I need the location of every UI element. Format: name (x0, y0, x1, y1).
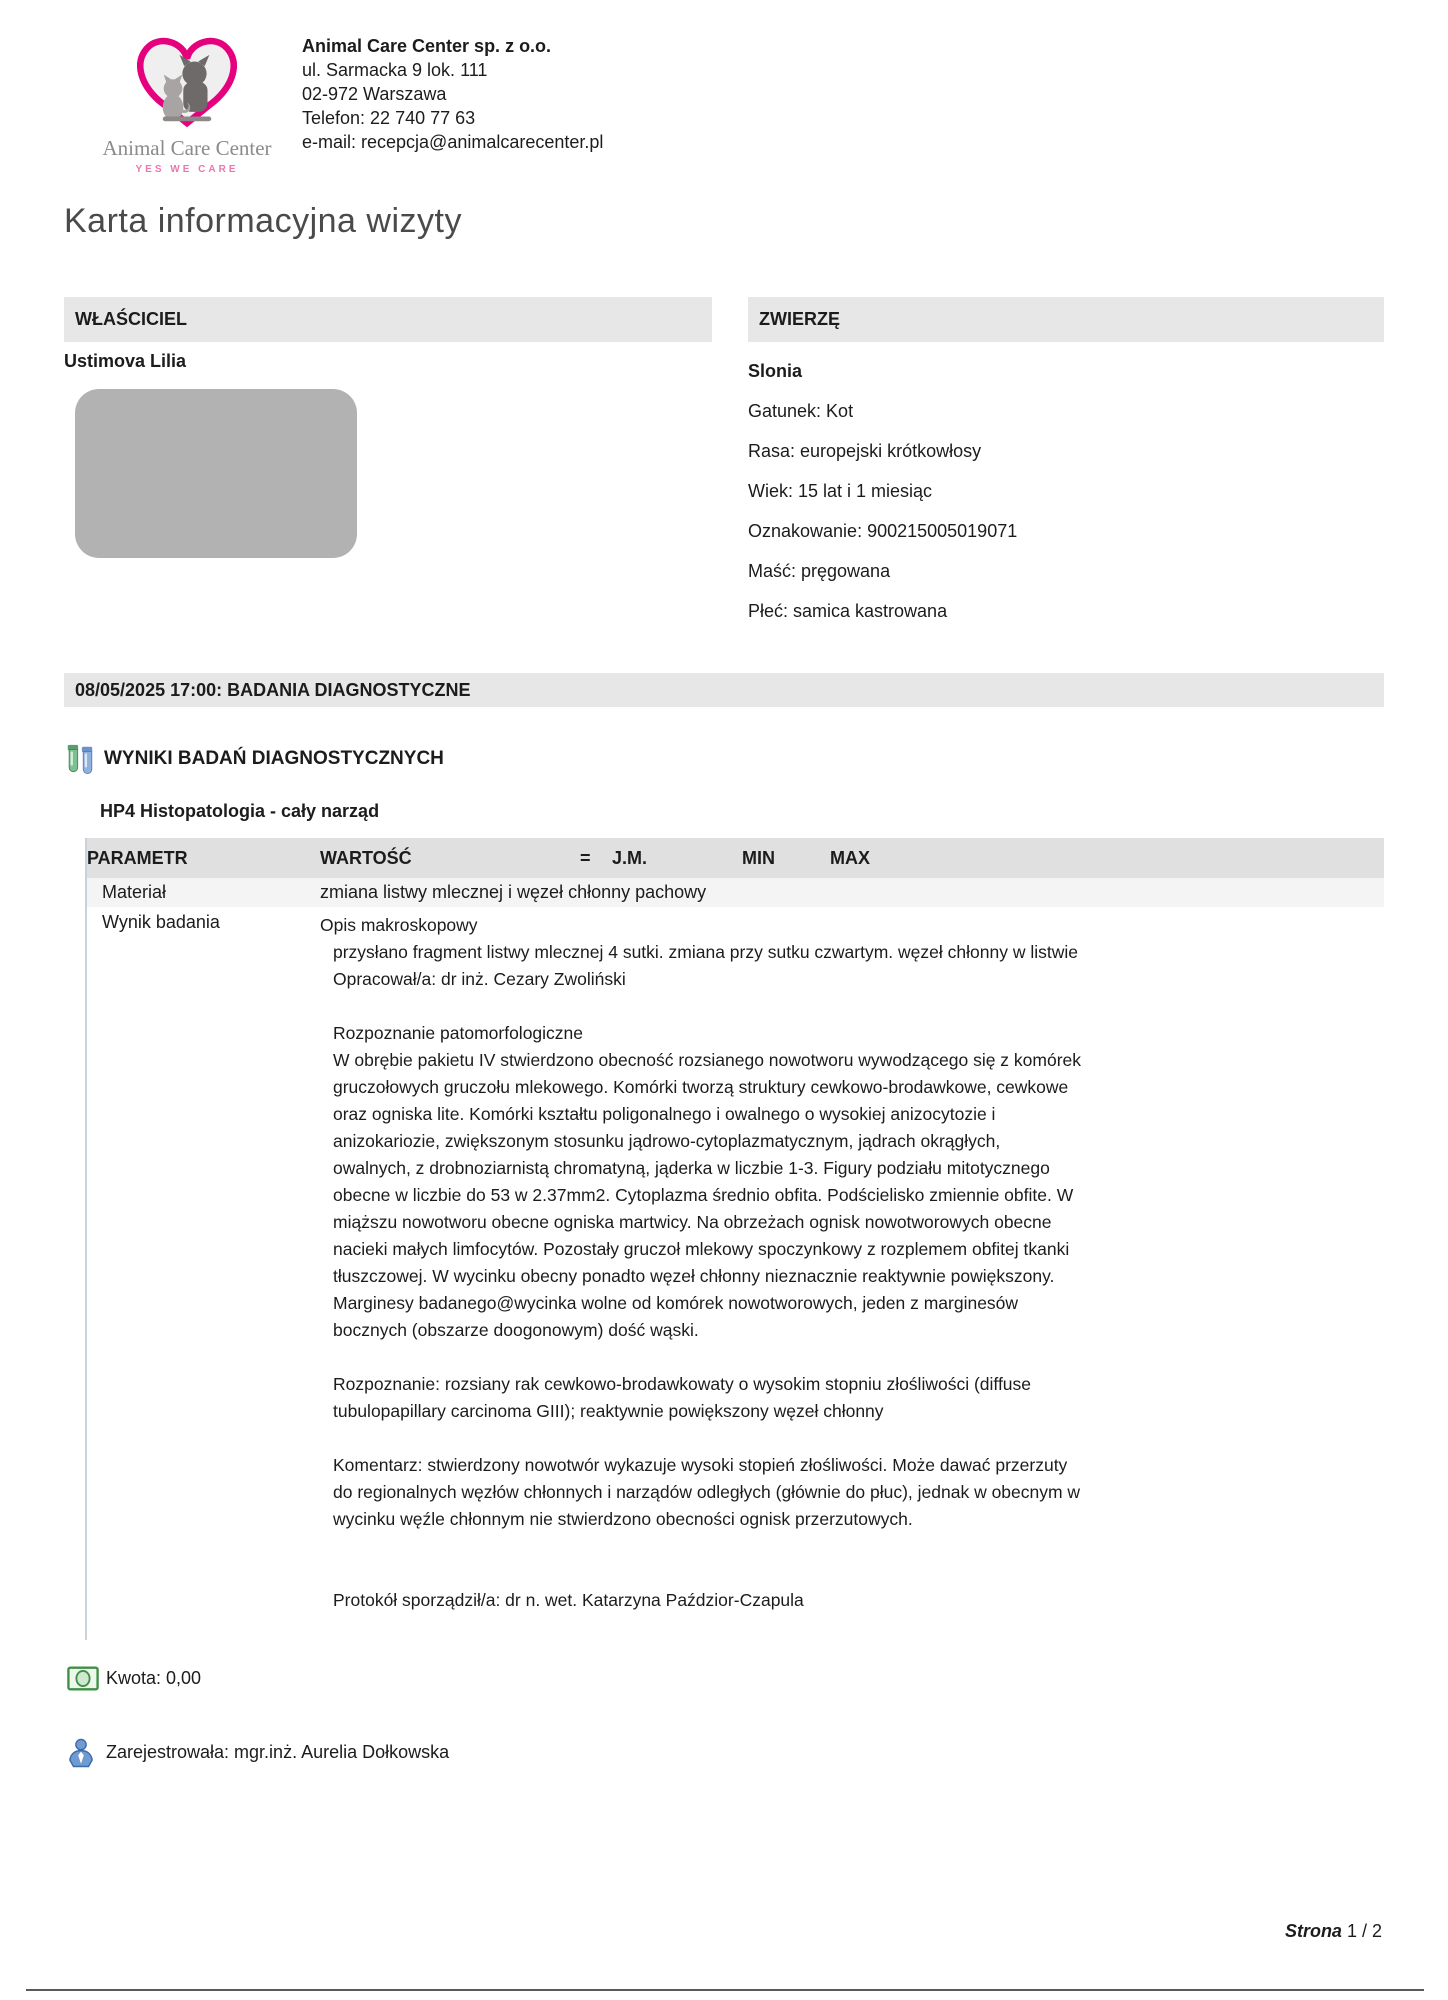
page-number (1285, 1921, 1382, 1942)
test-name: HP4 Histopatologia - cały narząd (100, 801, 380, 821)
page-number-value: 1 / 2 (1346, 1921, 1382, 1941)
report-macro-body: przysłano fragment listwy mlecznej 4 sutki. zmiana przy sutku czwartym. węzeł chłonny w listwie (333, 942, 1078, 962)
param-label: Materiał (86, 878, 320, 907)
col-header-wartosc: WARTOŚĆ (320, 838, 580, 878)
col-header-jm: J.M. (612, 838, 742, 878)
money-icon (67, 1666, 103, 1691)
report-macro-header: Opis makroskopowy (320, 915, 478, 935)
clinic-phone: Telefon: 22 740 77 63 (302, 108, 476, 128)
heart-pets-icon (131, 30, 243, 134)
table-row-material (86, 878, 1384, 907)
animal-age: Wiek: 15 lat i 1 miesiąc (748, 481, 933, 501)
animal-sex: Płeć: samica kastrowana (748, 601, 948, 621)
clinic-address-city: 02-972 Warszawa (302, 84, 447, 104)
param-label: Wynik badania (102, 912, 220, 932)
clinic-email: e-mail: recepcja@animalcarecenter.pl (302, 132, 604, 152)
col-header-max: MAX (830, 838, 920, 878)
logo-wordmark: Animal Care Center (102, 136, 272, 160)
registered-by-text: Zarejestrowała: mgr.inż. Aurelia Dołkowska (106, 1742, 450, 1762)
amount-row (64, 1666, 1384, 1691)
table-row-result (86, 907, 1384, 1640)
col-header-spacer (920, 838, 1384, 878)
clinic-info (302, 30, 603, 154)
histopathology-report (320, 912, 1082, 1614)
page-number-label: Strona (1284, 1921, 1342, 1941)
results-table-header-row (86, 838, 1384, 878)
animal-coat: Maść: pręgowana (748, 561, 891, 581)
diagnostic-results-header (64, 743, 1384, 775)
report-diagnosis: Rozpoznanie: rozsiany rak cewkowo-brodawkowaty o wysokim stopniu złośliwości (diffuse tubulopapillary carcinoma GIII); reaktywnie powiększony węzeł chłonny (333, 1374, 1032, 1421)
clinic-header (64, 30, 1384, 182)
animal-species: Gatunek: Kot (748, 401, 854, 421)
clinic-address-street: ul. Sarmacka 9 lok. 111 (302, 60, 488, 80)
clinic-name: Animal Care Center sp. z o.o. (302, 36, 552, 56)
owner-name: Ustimova Lilia (64, 351, 187, 371)
report-patho-header: Rozpoznanie patomorfologiczne (333, 1023, 584, 1043)
owner-section (64, 297, 712, 631)
amount-text: Kwota: 0,00 (106, 1668, 202, 1688)
col-header-eq: = (580, 838, 612, 878)
animal-name: Slonia (748, 361, 803, 381)
redacted-owner-details (75, 389, 357, 558)
bottom-divider (26, 1989, 1424, 1991)
diagnostic-results-title: WYNIKI BADAŃ DIAGNOSTYCZNYCH (104, 748, 444, 769)
registered-by-row (64, 1737, 1384, 1768)
param-value: zmiana listwy mlecznej i węzeł chłonny pachowy (320, 878, 1384, 907)
visit-datetime-bar: 08/05/2025 17:00: BADANIA DIAGNOSTYCZNE (64, 673, 1384, 707)
animal-section-header: ZWIERZĘ (748, 297, 1384, 342)
owner-animal-columns (64, 297, 1384, 631)
col-header-parametr: PARAMETR (86, 838, 320, 878)
logo-tagline: YES WE CARE (135, 164, 239, 175)
report-patho-body: W obrębie pakietu IV stwierdzono obecność rozsianego nowotworu wywodzącego się z komórek gruczołowych gruczołu mlekowego. Komórki tworzą struktury cewkowo-brodawkowe, cewkowe oraz ogniska lite. Komórki kształtu poligonalnego i owalnego o wysokiej anizocytozie i anizokariozie, zwiększonym stosunku jądrowo-cytoplazmatycznym, jądrach okrągłych, owalnych, z drobnoziarnistą chromatyną, jąderka w liczbie 1-3. Figury podziału mitotycznego obecne w liczbie do 53 w 2.37mm2. Cytoplazma średnio obfita. Podścielisko zmiennie obfite. W miąższu nowotworu obecne ogniska martwicy. Na obrzeżach ognisk nowotworowych obecne nacieki małych limfocytów. Pozostały gruczoł mlekowy spoczynkowy z rozplemem obfitej tkanki tłuszczowej. W wycinku obecny ponadto węzeł chłonny nieznacznie reaktywnie powiększony. Marginesy badanego@wycinka wolne od komórek nowotworowych, jeden z marginesów bocznych (obszarze doogonowym) dość wąski. (333, 1050, 1082, 1340)
person-icon (67, 1737, 103, 1768)
report-comment: Komentarz: stwierdzony nowotwór wykazuje wysoki stopień złośliwości. Może dawać przerzuty do regionalnych węzłów chłonnych i narządów odległych (głównie do płuc), jednak w obecnym w wycinku węźle chłonnym nie stwierdzono obecności ognisk przerzutowych. (333, 1455, 1081, 1529)
owner-section-header: WŁAŚCICIEL (64, 297, 712, 342)
page-title: Karta informacyjna wizyty (64, 202, 462, 240)
animal-section (748, 297, 1384, 631)
report-prepared-by: Opracował/a: dr inż. Cezary Zwoliński (333, 969, 626, 989)
clinic-logo (94, 30, 280, 175)
animal-chip: Oznakowanie: 900215005019071 (748, 521, 1018, 541)
param-value (320, 907, 1384, 1640)
report-protocol-author: Protokół sporządził/a: dr n. wet. Katarzyna Paździor-Czapula (333, 1590, 804, 1610)
animal-breed: Rasa: europejski krótkowłosy (748, 441, 982, 461)
test-tubes-icon (64, 743, 96, 775)
col-header-min: MIN (742, 838, 830, 878)
results-table (85, 838, 1384, 1640)
